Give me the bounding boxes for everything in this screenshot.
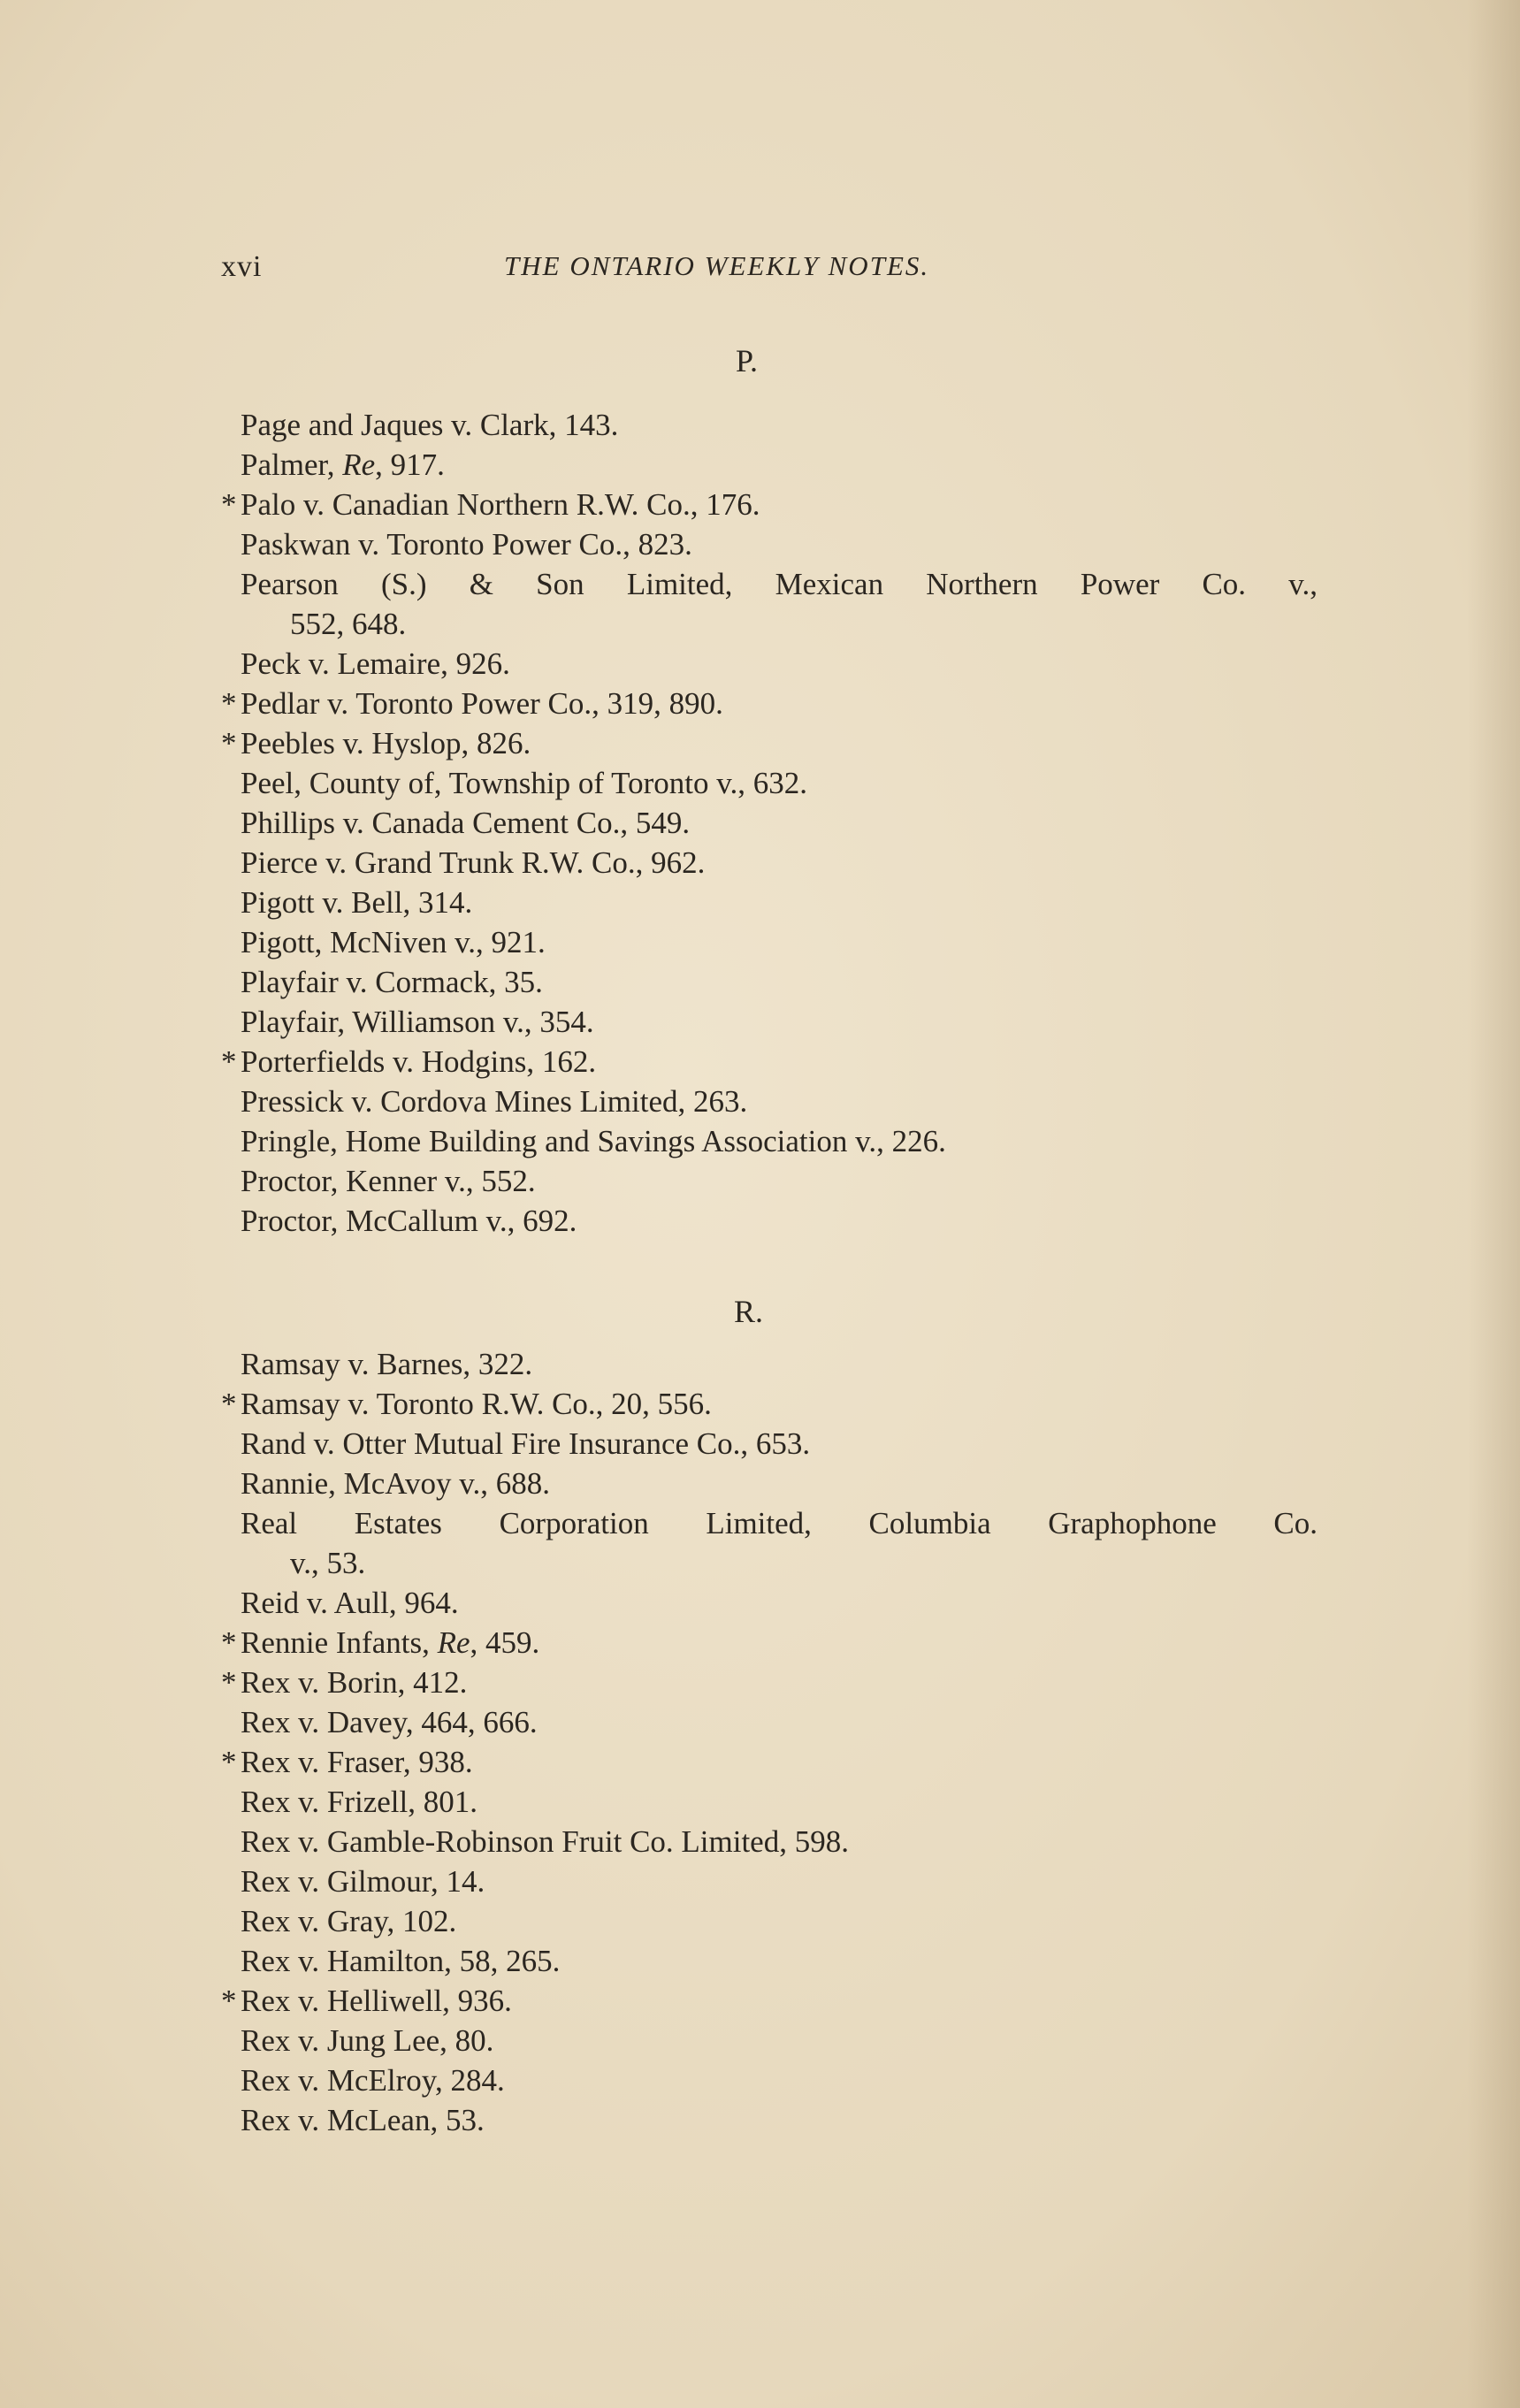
entry-case-name: Playfair v. Cormack, 35. — [241, 965, 543, 999]
entry-case-name: Phillips v. Canada Cement Co., 549. — [241, 806, 691, 840]
entry-text — [241, 1164, 536, 1198]
section-heading-p: P. — [736, 343, 759, 378]
index-list-r — [221, 1344, 1318, 2140]
index-entry — [221, 1042, 1318, 1082]
reported-marker: * — [221, 1745, 237, 1779]
entry-text — [241, 686, 723, 721]
entry-case-name: Rex v. Helliwell, 936. — [241, 1984, 512, 2018]
index-entry — [221, 684, 1318, 723]
entry-case-name: Paskwan v. Toronto Power Co., 823. — [241, 527, 692, 562]
page-header — [221, 250, 1344, 294]
entry-case-name: Rex v. Borin, 412. — [241, 1665, 468, 1700]
entry-text — [241, 1705, 538, 1739]
index-entry — [221, 843, 1318, 883]
entry-case-name: Palmer, — [241, 447, 343, 482]
index-entry — [221, 1583, 1318, 1623]
entry-case-name: Pierce v. Grand Trunk R.W. Co., 962. — [241, 845, 706, 880]
entry-text — [241, 527, 692, 562]
entry-case-name: Rennie Infants, — [241, 1625, 438, 1660]
entry-page-refs: , 459. — [470, 1625, 540, 1660]
entry-case-name: Rannie, McAvoy v., 688. — [241, 1466, 550, 1501]
entry-case-name: Rex v. Frizell, 801. — [241, 1785, 477, 1819]
entry-text — [241, 2063, 505, 2098]
entry-text — [241, 1785, 477, 1819]
index-entry — [221, 1464, 1318, 1503]
entry-case-name: Rex v. Gray, 102. — [241, 1904, 457, 1938]
index-entry — [221, 644, 1318, 684]
entry-text — [241, 1824, 849, 1859]
entry-case-name: Proctor, McCallum v., 692. — [241, 1204, 577, 1238]
entry-text — [241, 408, 618, 442]
entry-text — [241, 1124, 946, 1158]
entry-case-name: Playfair, Williamson v., 354. — [241, 1005, 594, 1039]
index-entry — [221, 405, 1318, 445]
entry-case-name: Rex v. Davey, 464, 666. — [241, 1705, 538, 1739]
entry-text — [241, 1944, 560, 1978]
entry-text — [241, 1204, 577, 1238]
page-edge-shadow — [1467, 0, 1520, 2408]
entry-case-name: Pressick v. Cordova Mines Limited, 263. — [241, 1084, 748, 1119]
entry-text — [241, 1665, 467, 1700]
entry-text — [241, 1044, 596, 1079]
index-entry — [221, 1201, 1318, 1241]
entry-case-name: Rex v. Fraser, 938. — [241, 1745, 473, 1779]
running-title: THE ONTARIO WEEKLY NOTES. — [504, 250, 930, 281]
entry-case-name: Rand v. Otter Mutual Fire Insurance Co., 653. — [241, 1426, 811, 1461]
reported-marker: * — [221, 726, 237, 761]
entry-text — [241, 564, 1318, 604]
index-entry — [221, 1981, 1318, 2021]
entry-case-name: Rex v. Gamble-Robinson Fruit Co. Limited, 598. — [241, 1824, 849, 1859]
index-entry — [221, 723, 1318, 763]
index-entry — [221, 1663, 1318, 1702]
index-entry — [221, 763, 1318, 803]
reported-marker: * — [221, 487, 237, 522]
entry-case-name: Pringle, Home Building and Savings Association v., 226. — [241, 1124, 946, 1158]
index-entry — [221, 922, 1318, 962]
entry-case-name: Ramsay v. Toronto R.W. Co., 20, 556. — [241, 1387, 712, 1421]
entry-page-refs: , 917. — [375, 447, 445, 482]
entry-text — [241, 1387, 712, 1421]
entry-case-name: Pigott, McNiven v., 921. — [241, 925, 546, 959]
entry-italic: Re — [342, 447, 376, 482]
entry-text — [241, 1084, 747, 1119]
reported-marker: * — [221, 686, 237, 721]
reported-marker: * — [221, 1625, 237, 1660]
entry-text — [241, 1586, 459, 1620]
entry-case-name: Pearson (S.) & Son Limited, Mexican Northern Power Co. v., — [241, 567, 1318, 601]
entry-text — [241, 2103, 485, 2137]
entry-text — [241, 1864, 485, 1899]
entry-case-name: Palo v. Canadian Northern R.W. Co., 176. — [241, 487, 760, 522]
index-entry — [221, 1822, 1318, 1861]
index-list-p — [221, 405, 1318, 1241]
entry-case-name: Proctor, Kenner v., 552. — [241, 1164, 536, 1198]
index-entry — [221, 1742, 1318, 1782]
entry-text — [241, 1984, 512, 2018]
index-entry — [221, 485, 1318, 524]
entry-case-name: Peck v. Lemaire, 926. — [241, 646, 510, 681]
entry-italic: Re — [437, 1625, 470, 1660]
entry-text — [241, 1625, 539, 1660]
entry-case-name: Peel, County of, Township of Toronto v., 632. — [241, 766, 807, 800]
entry-case-name: Page and Jaques v. Clark, 143. — [241, 408, 619, 442]
entry-text — [241, 806, 690, 840]
index-entry — [221, 524, 1318, 564]
index-entry — [221, 2021, 1318, 2060]
entry-text — [241, 487, 760, 522]
entry-text — [241, 1503, 1318, 1543]
index-entry — [221, 445, 1318, 485]
index-entry — [221, 2060, 1318, 2100]
entry-continuation: v., 53. — [290, 1546, 366, 1580]
entry-case-name: Rex v. McLean, 53. — [241, 2103, 485, 2137]
reported-marker: * — [221, 1044, 237, 1079]
index-entry — [221, 2100, 1318, 2140]
index-entry — [221, 1161, 1318, 1201]
index-entry — [221, 1901, 1318, 1941]
index-entry — [221, 1002, 1318, 1042]
entry-case-name: Real Estates Corporation Limited, Columbia Graphophone Co. — [241, 1506, 1318, 1540]
entry-text — [241, 1466, 550, 1501]
entry-text — [241, 1745, 473, 1779]
entry-text — [241, 1904, 456, 1938]
entry-case-name: Pigott v. Bell, 314. — [241, 885, 473, 920]
entry-text — [241, 925, 546, 959]
reported-marker: * — [221, 1665, 237, 1700]
entry-text — [241, 1426, 810, 1461]
entry-text — [241, 1347, 532, 1381]
entry-case-name: Rex v. Hamilton, 58, 265. — [241, 1944, 561, 1978]
index-entry — [221, 1384, 1318, 1424]
index-entry — [221, 1121, 1318, 1161]
section-heading-r: R. — [734, 1294, 764, 1329]
index-entry — [221, 962, 1318, 1002]
entry-text — [241, 1005, 594, 1039]
entry-case-name: Pedlar v. Toronto Power Co., 319, 890. — [241, 686, 723, 721]
entry-text — [241, 2023, 493, 2058]
entry-text — [241, 885, 472, 920]
index-entry — [221, 564, 1318, 644]
entry-text — [241, 447, 445, 482]
entry-case-name: Rex v. Jung Lee, 80. — [241, 2023, 494, 2058]
index-entry — [221, 1424, 1318, 1464]
index-entry — [221, 1702, 1318, 1742]
entry-text — [241, 766, 807, 800]
entry-case-name: Porterfields v. Hodgins, 162. — [241, 1044, 597, 1079]
index-entry — [221, 1623, 1318, 1663]
entry-text — [241, 845, 705, 880]
reported-marker: * — [221, 1984, 237, 2018]
entry-case-name: Rex v. Gilmour, 14. — [241, 1864, 485, 1899]
page-folio: xvi — [221, 250, 263, 283]
index-entry — [221, 803, 1318, 843]
index-entry — [221, 1082, 1318, 1121]
index-entry — [221, 1503, 1318, 1583]
index-entry — [221, 1782, 1318, 1822]
entry-case-name: Reid v. Aull, 964. — [241, 1586, 459, 1620]
entry-continuation: 552, 648. — [290, 607, 407, 641]
entry-text — [241, 726, 531, 761]
index-entry — [221, 1861, 1318, 1901]
reported-marker: * — [221, 1387, 237, 1421]
entry-text — [241, 965, 543, 999]
index-entry — [221, 1344, 1318, 1384]
entry-case-name: Rex v. McElroy, 284. — [241, 2063, 505, 2098]
entry-case-name: Peebles v. Hyslop, 826. — [241, 726, 531, 761]
entry-text — [241, 646, 510, 681]
entry-case-name: Ramsay v. Barnes, 322. — [241, 1347, 533, 1381]
index-entry — [221, 883, 1318, 922]
index-entry — [221, 1941, 1318, 1981]
